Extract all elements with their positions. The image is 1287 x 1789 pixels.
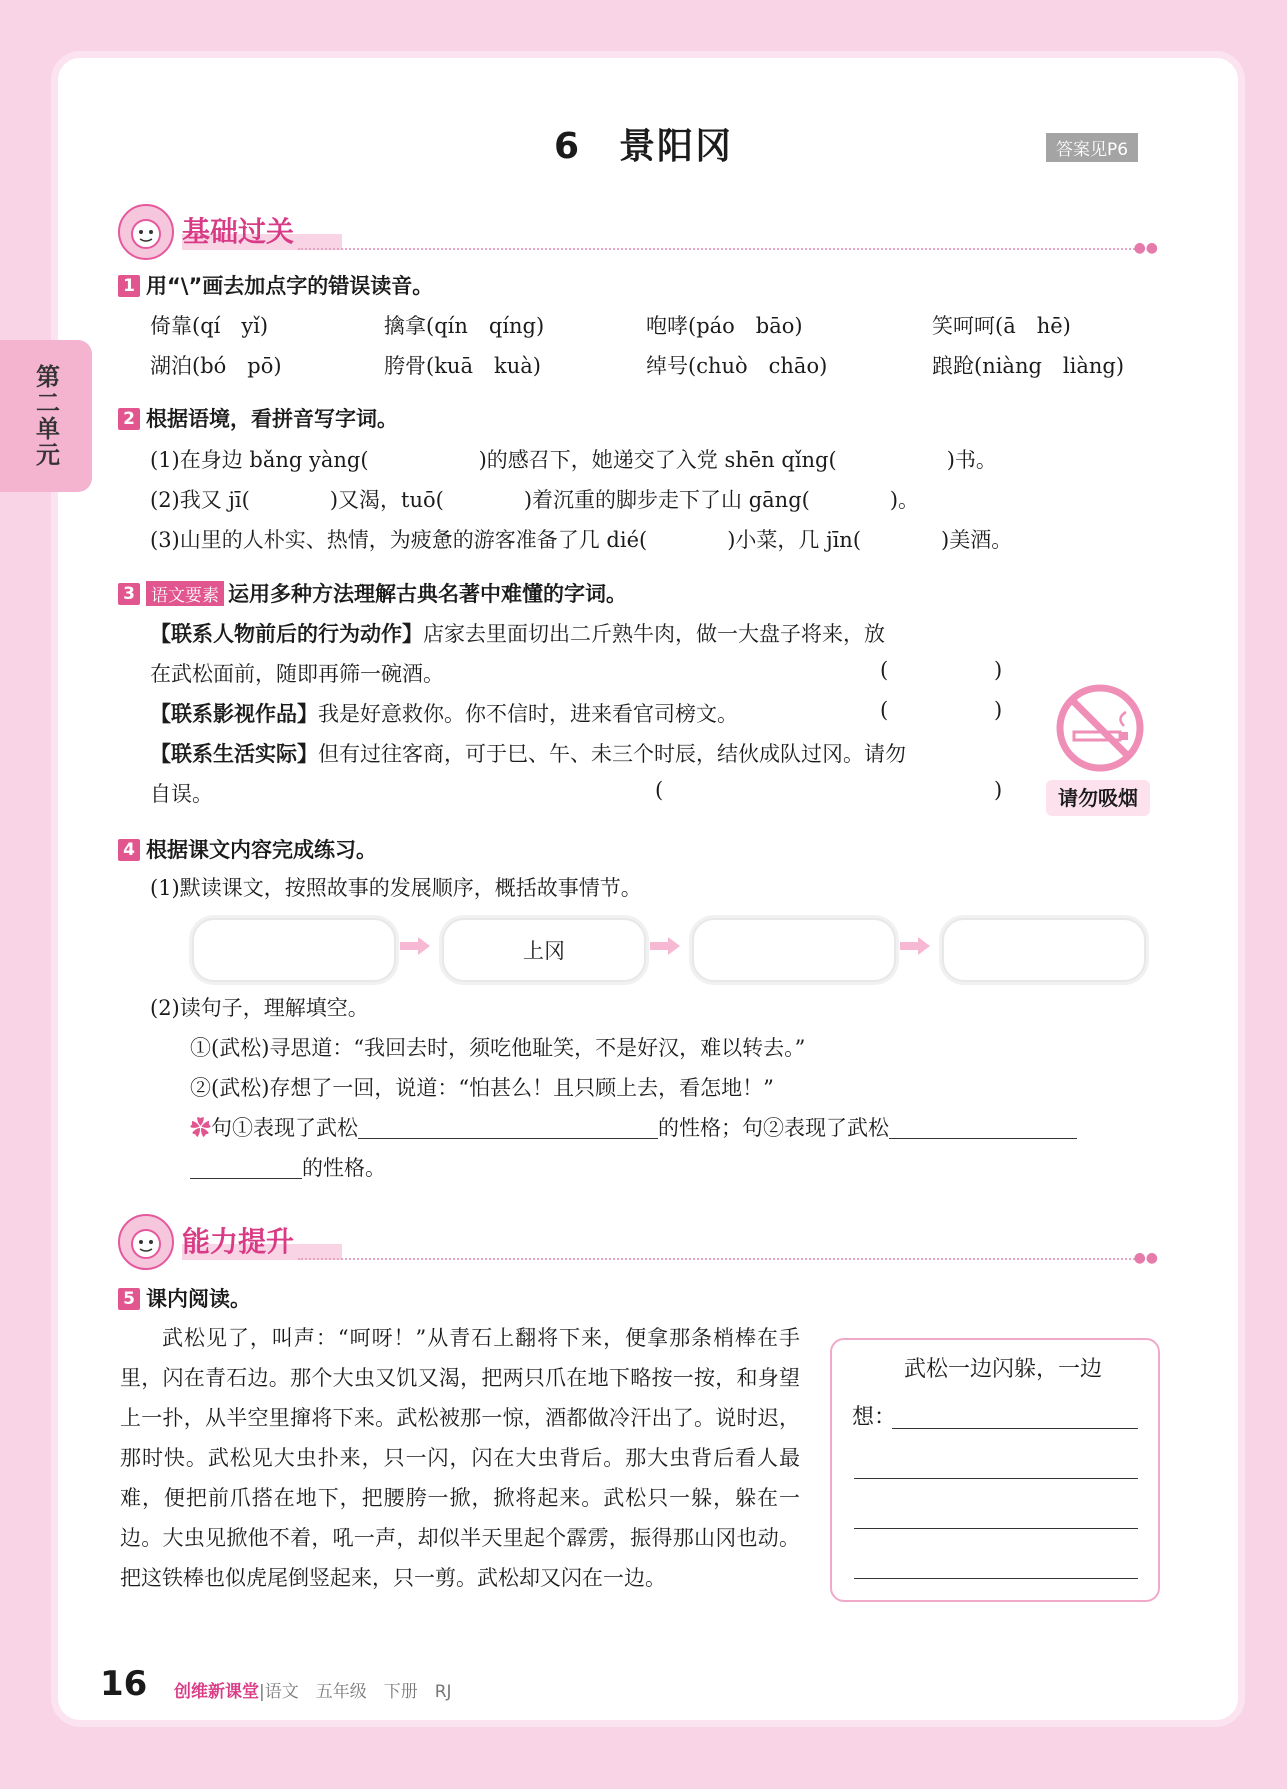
q1-item: 擒拿(qín qíng) xyxy=(384,314,545,338)
q3-paragraph-3: 【联系生活实际】但有过往客商，可于巳、午、未三个时辰，结伙成队过冈。请勿 xyxy=(150,742,906,766)
question-text: 用“\”画去加点字的错误读音。 xyxy=(146,274,434,298)
answer-paren-close: ) xyxy=(994,778,1003,802)
thought-label: 想： xyxy=(852,1405,897,1430)
dots-icon: ●● xyxy=(1133,1250,1158,1266)
q4-sentence-1: ①(武松)寻思道：“我回去时，须吃他耻笑，不是好汉，难以转去。” xyxy=(190,1036,806,1060)
answer-blank[interactable] xyxy=(854,1528,1138,1529)
answer-blank[interactable] xyxy=(892,1428,1138,1429)
answer-paren-close: ) xyxy=(994,698,1003,722)
q1-item: 胯骨(kuā kuà) xyxy=(384,354,541,378)
arrow-right-icon xyxy=(900,937,930,955)
plot-box-4[interactable] xyxy=(942,918,1146,982)
answer-reference: 答案见P6 xyxy=(1046,133,1138,162)
question-number: 3 xyxy=(118,583,140,605)
dots-icon: ●● xyxy=(1133,240,1158,256)
page-title: 6 景阳冈 xyxy=(553,126,734,167)
q4-sentence-2: ②(武松)存想了一回，说道：“怕甚么！且只顾上去，看怎地！” xyxy=(190,1076,774,1100)
no-smoking-caption: 请勿吸烟 xyxy=(1046,780,1150,816)
q1-item: 笑呵呵(ā hē) xyxy=(932,314,1071,338)
thought-prompt: 武松一边闪躲，一边 xyxy=(904,1357,1103,1382)
mascot-icon xyxy=(118,204,174,260)
unit-tab xyxy=(0,340,92,492)
question-text: 运用多种方法理解古典名著中难懂的字词。 xyxy=(228,582,627,606)
mascot-icon xyxy=(118,1214,174,1270)
section-title: 基础过关 xyxy=(182,215,295,248)
q4-fill-line-cont: 的性格。 xyxy=(190,1152,386,1182)
question-1-prompt xyxy=(118,270,433,300)
answer-paren-open[interactable]: ( xyxy=(880,698,889,722)
question-text: 根据课文内容完成练习。 xyxy=(146,838,377,862)
q1-item: 咆哮(páo bāo) xyxy=(646,314,803,338)
q3-paragraph-1-cont: 在武松面前，随即再筛一碗酒。 xyxy=(150,662,444,686)
question-number: 4 xyxy=(118,839,140,861)
unit-tab-label: 第二单元 xyxy=(31,364,60,468)
q1-item: 踉跄(niàng liàng) xyxy=(932,354,1125,378)
q2-sentence-3: (3)山里的人朴实、热情，为疲惫的游客准备了几 dié( )小菜，几 jīn( )美酒。 xyxy=(150,528,1013,552)
answer-blank[interactable] xyxy=(358,1116,658,1139)
question-text: 根据语境，看拼音写字词。 xyxy=(146,407,398,431)
section-header-ability xyxy=(118,1214,1158,1266)
no-smoking-icon xyxy=(1054,682,1146,774)
question-number: 2 xyxy=(118,408,140,430)
q3-paragraph-3-cont: 自误。 xyxy=(150,782,213,806)
q3-paragraph-1: 【联系人物前后的行为动作】店家去里面切出二斤熟牛肉，做一大盘子将来，放 xyxy=(150,622,885,646)
question-number: 1 xyxy=(118,275,140,297)
question-4-prompt xyxy=(118,834,377,864)
plot-box-2[interactable]: 上冈 xyxy=(442,918,646,982)
answer-blank[interactable] xyxy=(854,1578,1138,1579)
answer-paren-open[interactable]: ( xyxy=(880,658,889,682)
answer-blank[interactable] xyxy=(190,1156,302,1179)
arrow-right-icon xyxy=(650,937,680,955)
footer-brand: 创维新课堂|语文 五年级 下册 RJ xyxy=(174,1682,452,1702)
flower-icon: ✿ xyxy=(190,1116,211,1140)
q2-sentence-1: (1)在身边 bǎng yàng( )的感召下，她递交了入党 shēn qǐng( )书。 xyxy=(150,448,997,472)
section-title: 能力提升 xyxy=(182,1225,295,1258)
question-3-prompt xyxy=(118,578,627,608)
q3-paragraph-2: 【联系影视作品】我是好意救你。你不信时，进来看官司榜文。 xyxy=(150,702,738,726)
section-header-basics xyxy=(118,204,1158,256)
answer-blank[interactable] xyxy=(854,1478,1138,1479)
answer-paren-close: ) xyxy=(994,658,1003,682)
plot-box-3[interactable] xyxy=(692,918,896,982)
q4-fill-line: ✿句①表现了武松 的性格；句②表现了武松 xyxy=(190,1112,1077,1142)
q1-item: 倚靠(qí yǐ) xyxy=(150,314,269,338)
question-5-prompt xyxy=(118,1283,251,1313)
reading-passage: 武松见了，叫声：“呵呀！”从青石上翻将下来，便拿那条梢棒在手里，闪在青石边。那个大虫又饥又渴，把两只爪在地下略按一按，和身望上一扑，从半空里撺将下来。武松被那一惊，酒都做冷汗出了。说时迟，那时快。武松见大虫扑来，只一闪，闪在大虫背后。那大虫背后看人最难，便把前爪搭在地下，把腰胯一掀，掀将起来。武松只一躲，躲在一边。大虫见掀他不着，吼一声，却似半天里起个霹雳，振得那山冈也动。把这铁棒也似虎尾倒竖起来，只一剪。武松却又闪在一边。 xyxy=(120,1326,800,1590)
q1-item: 绰号(chuò chāo) xyxy=(646,354,828,378)
q1-item: 湖泊(bó pō) xyxy=(150,354,282,378)
page-number: 16 xyxy=(100,1664,148,1704)
thought-box xyxy=(830,1338,1160,1602)
answer-paren-open[interactable]: ( xyxy=(655,778,664,802)
question-number: 5 xyxy=(118,1288,140,1310)
q4-sub-2: (2)读句子，理解填空。 xyxy=(150,996,369,1020)
question-2-prompt xyxy=(118,403,398,433)
language-element-tag: 语文要素 xyxy=(146,581,224,606)
question-text: 课内阅读。 xyxy=(146,1287,251,1311)
q2-sentence-2: (2)我又 jī( )又渴，tuō( )着沉重的脚步走下了山 gāng( )。 xyxy=(150,488,920,512)
arrow-right-icon xyxy=(400,937,430,955)
plot-box-1[interactable] xyxy=(192,918,396,982)
q4-sub-1: (1)默读课文，按照故事的发展顺序，概括故事情节。 xyxy=(150,876,642,900)
answer-blank[interactable] xyxy=(889,1116,1077,1139)
